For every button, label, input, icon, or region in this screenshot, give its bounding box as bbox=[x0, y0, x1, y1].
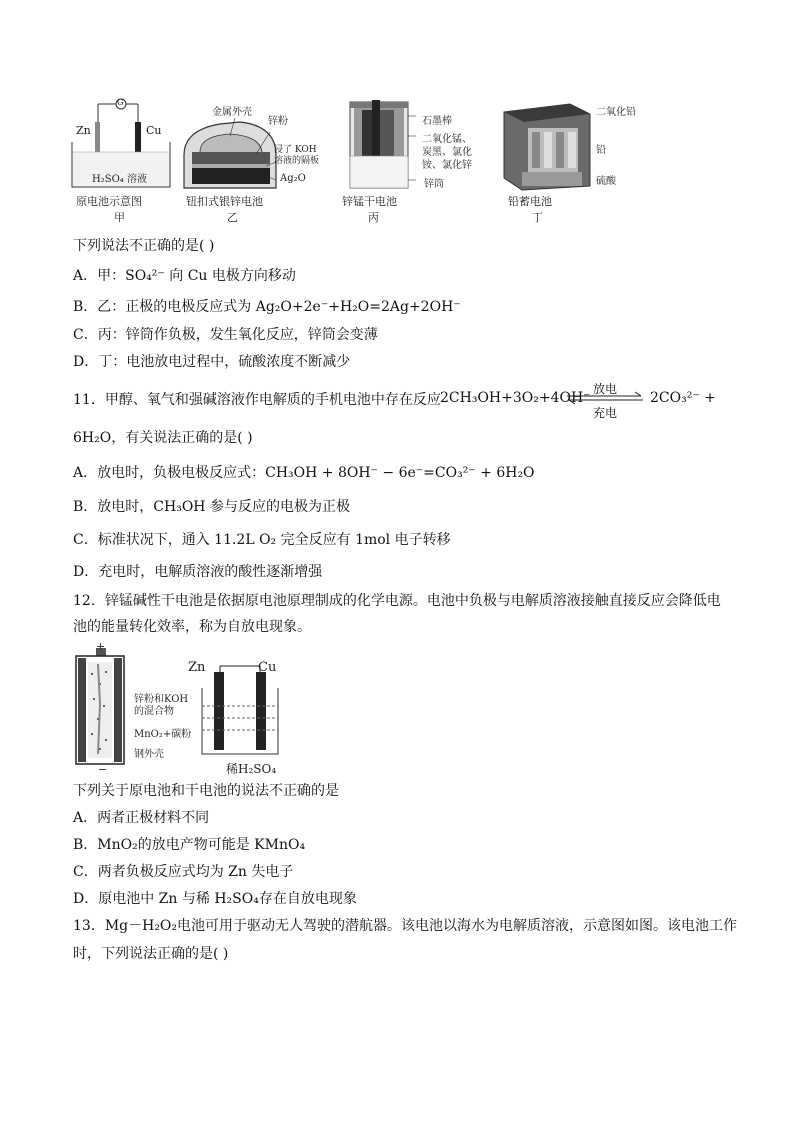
charge-label: 充电 bbox=[592, 406, 617, 420]
figure-bing-letter: 丙 bbox=[368, 211, 379, 224]
q11-option-d: D．充电时，电解质溶液的酸性逐渐增强 bbox=[73, 564, 323, 580]
zinc-powder-label: 锌粉 bbox=[268, 116, 288, 127]
lead-acid-battery-diagram bbox=[500, 98, 594, 192]
q11-option-c: C．标准状况下，通入 11.2L O₂ 完全反应有 1mol 电子转移 bbox=[73, 532, 451, 548]
figure-jia-caption: 原电池示意图 bbox=[76, 195, 142, 208]
alkaline-label-4: 钢外壳 bbox=[134, 749, 164, 760]
q12-option-c: C．两者负极反应式均为 Zn 失电子 bbox=[73, 864, 294, 880]
alkaline-label-3: MnO₂+碳粉 bbox=[134, 729, 192, 740]
figure-bing bbox=[344, 96, 416, 192]
zn-cell-cu-label: Cu bbox=[258, 660, 277, 675]
figure-yi-letter: 乙 bbox=[227, 211, 238, 224]
figure-yi-caption: 钮扣式银锌电池 bbox=[186, 195, 263, 208]
q10-option-b: B．乙：正极的电极反应式为 Ag₂O+2e⁻+H₂O=2Ag+2OH⁻ bbox=[73, 299, 461, 315]
lead-label: 铅 bbox=[596, 145, 606, 156]
q10-stem: 下列说法不正确的是( ) bbox=[73, 238, 215, 254]
zn-electrode-label: Zn bbox=[76, 124, 91, 137]
sulfuric-acid-label: 硫酸 bbox=[596, 176, 616, 187]
q10-option-a: A．甲：SO₄²⁻ 向 Cu 电极方向移动 bbox=[73, 268, 296, 284]
mix-label-2: 炭黑、氯化 bbox=[422, 147, 472, 158]
q12-ask: 下列关于原电池和干电池的说法不正确的是 bbox=[73, 783, 339, 799]
figure-ding bbox=[500, 98, 594, 192]
zn-cu-cell-figure bbox=[196, 662, 286, 758]
reversible-arrow bbox=[565, 382, 645, 420]
zn-cu-cell-diagram bbox=[196, 662, 286, 758]
alkaline-label-2: 的混合物 bbox=[134, 706, 174, 717]
discharge-label: 放电 bbox=[592, 382, 617, 396]
mix-label-3: 铵、氯化锌 bbox=[422, 160, 472, 171]
shell-label: 金属外壳 bbox=[212, 107, 252, 118]
cu-electrode-label: Cu bbox=[146, 124, 162, 137]
q10-option-d: D．丁：电池放电过程中，硫酸浓度不断减少 bbox=[73, 354, 351, 370]
q11-product: 2CO₃²⁻ + bbox=[650, 390, 716, 406]
q13-stem-2: 时，下列说法正确的是( ) bbox=[73, 946, 229, 962]
ag2o-label: Ag₂O bbox=[280, 173, 306, 184]
galvanometer-label: G bbox=[117, 98, 124, 107]
mix-label-1: 二氧化锰、 bbox=[422, 134, 472, 145]
figure-bing-caption: 锌锰干电池 bbox=[342, 195, 397, 208]
alkaline-label-1: 锌粉和KOH bbox=[134, 694, 189, 705]
q11-option-a: A．放电时，负极电极反应式：CH₃OH + 8OH⁻ − 6e⁻=CO₃²⁻ + 6H₂O bbox=[73, 465, 535, 481]
figure-ding-caption: 铅蓄电池 bbox=[508, 195, 552, 208]
figure-ding-letter: 丁 bbox=[532, 211, 543, 224]
q11-stem-cont: 6H₂O，有关说法正确的是( ) bbox=[73, 430, 253, 446]
q12-option-a: A．两者正极材料不同 bbox=[73, 810, 210, 826]
graphite-rod-label: 石墨棒 bbox=[422, 116, 452, 127]
q11-reactants: 2CH₃OH+3O₂+4OH⁻ bbox=[440, 390, 591, 406]
alkaline-cell-figure bbox=[72, 644, 132, 772]
separator-label-1: 浸了 KOH bbox=[274, 145, 317, 155]
alkaline-minus-label: − bbox=[98, 763, 108, 776]
alkaline-plus-label: + bbox=[96, 640, 106, 653]
q12-option-d: D．原电池中 Zn 与稀 H₂SO₄存在自放电现象 bbox=[73, 891, 357, 907]
solution-label: H₂SO₄ 溶液 bbox=[92, 174, 147, 185]
q12-stem-1: 12．锌锰碱性干电池是依据原电池原理制成的化学电源。电池中负极与电解质溶液接触直接反应会降低电 bbox=[73, 593, 721, 609]
separator-label-2: 溶液的隔板 bbox=[274, 156, 320, 166]
dry-cell-diagram bbox=[344, 96, 416, 192]
q13-stem-1: 13．Mg－H₂O₂电池可用于驱动无人驾驶的潜航器。该电池以海水为电解质溶液，示意图如图。该电池工作 bbox=[73, 918, 738, 934]
pbo2-label: 二氧化铅 bbox=[596, 107, 636, 118]
alkaline-cell-diagram bbox=[72, 644, 132, 772]
q12-option-b: B．MnO₂的放电产物可能是 KMnO₄ bbox=[73, 837, 306, 853]
zinc-can-label: 锌筒 bbox=[424, 179, 444, 190]
q10-option-c: C．丙：锌筒作负极，发生氧化反应，锌筒会变薄 bbox=[73, 327, 378, 343]
dilute-h2so4-label: 稀H₂SO₄ bbox=[226, 762, 277, 776]
zn-cell-zn-label: Zn bbox=[188, 660, 206, 675]
figure-jia-letter: 甲 bbox=[114, 211, 125, 224]
q12-stem-2: 池的能量转化效率，称为自放电现象。 bbox=[73, 619, 311, 635]
q11-stem: 11．甲醇、氧气和强碱溶液作电解质的手机电池中存在反应 bbox=[73, 392, 441, 408]
q11-option-b: B．放电时，CH₃OH 参与反应的电极为正极 bbox=[73, 499, 350, 515]
